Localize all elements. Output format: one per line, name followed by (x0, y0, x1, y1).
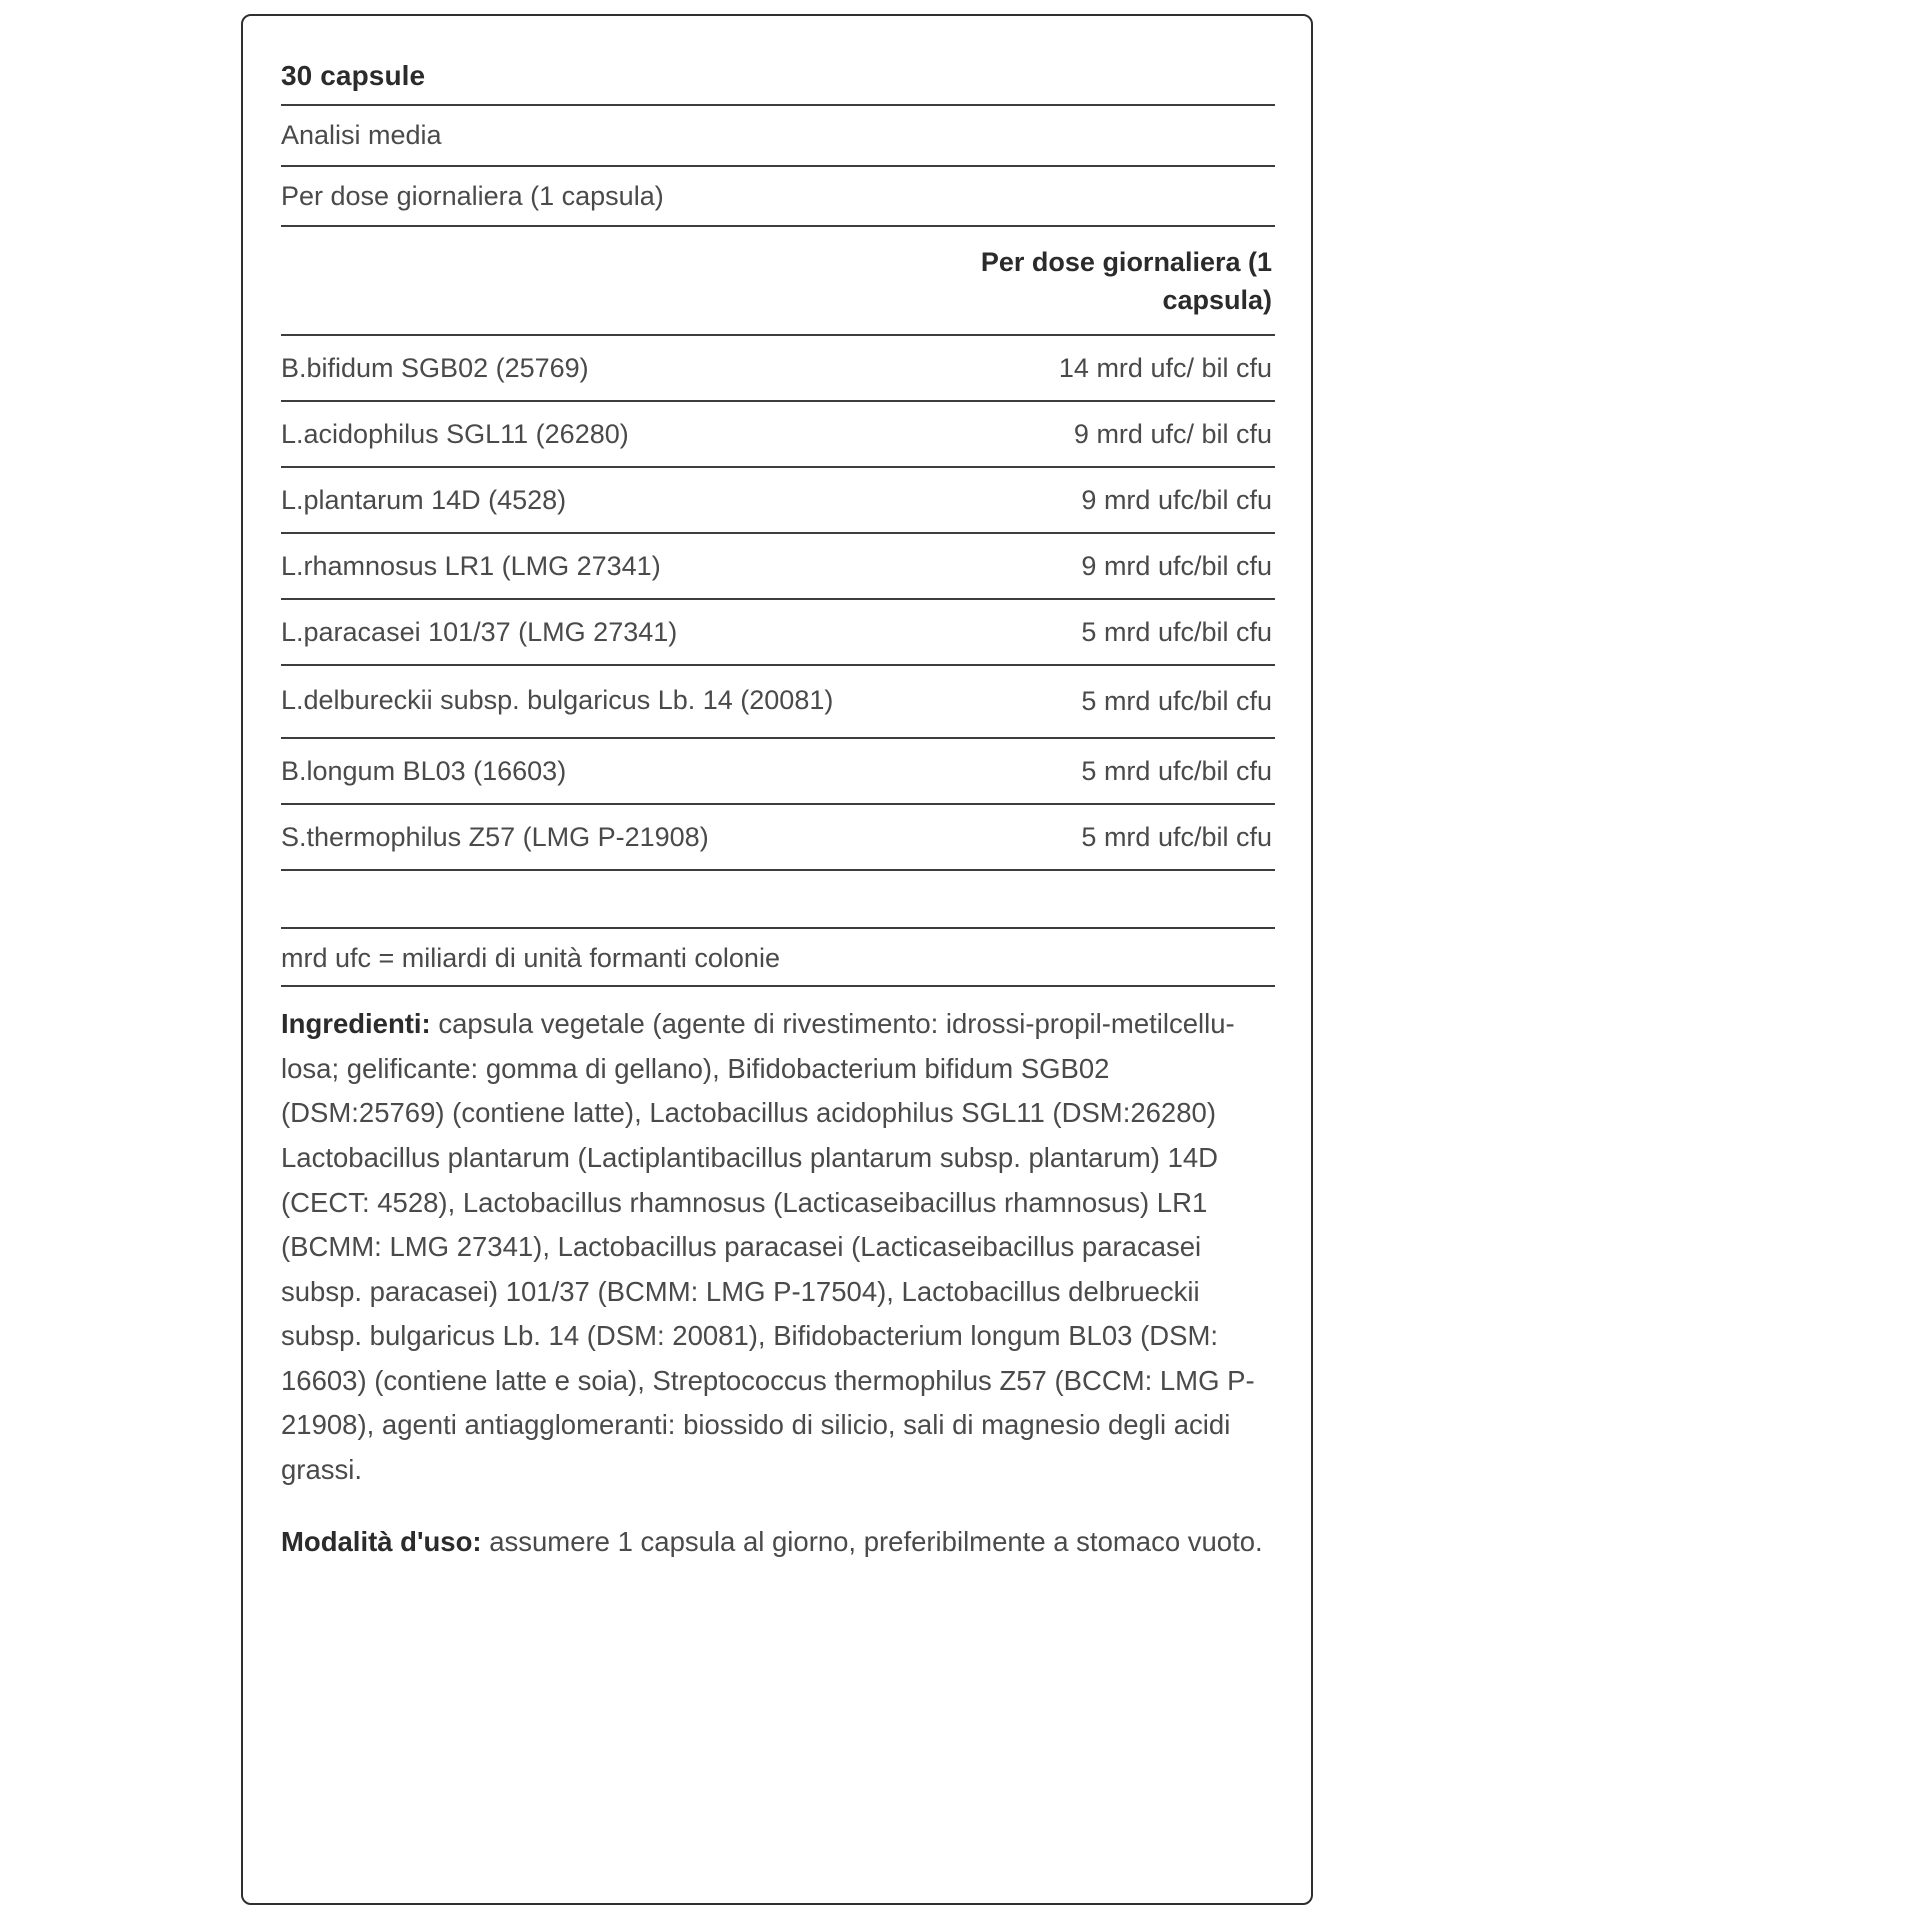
strain-name: L.paracasei 101/37 (LMG 27341) (281, 599, 911, 665)
table-footnote-spacer (281, 871, 1275, 927)
usage-text: assumere 1 capsula al giorno, preferibilmente a stomaco vuoto. (481, 1526, 1263, 1558)
strain-name: L.acidophilus SGL11 (26280) (281, 401, 911, 467)
product-size-title: 30 capsule (281, 60, 426, 91)
usage-paragraph (281, 1520, 1276, 1565)
column-header-value: Per dose giornaliera (1 capsula) (911, 227, 1275, 335)
strain-amount: 5 mrd ufc/bil cfu (911, 599, 1275, 665)
ingredients-label: Ingredienti: (281, 1008, 431, 1040)
ingredients-paragraph (281, 1002, 1276, 1492)
unit-footnote: mrd ufc = miliardi di unità formanti colonie (281, 927, 1275, 987)
ingredients-text: capsula vegetale (agente di rivestimento: idrossi-propil-metilcellu-losa; gelificante: gomma di gellano), Bifidobacterium bifidum SGB02 (DSM:25769) (contiene latte), Lactobacillus acidophilus SGL11 (DSM:26280) Lactobacillus plantarum (Lactiplantibacillus plantarum subsp. plantarum) 14D (CECT: 4528), Lactobacillus rhamnosus (Lacticaseibacillus rhamnosus) LR1 (BCMM: LMG 27341), Lactobacillus paracasei (Lacticaseibacillus paracasei subsp. paracasei) 101/37 (BCMM: LMG P-17504), Lactobacillus delbrueckii subsp. bulgaricus Lb. 14 (DSM: 20081), Bifidobacterium longum BL03 (DSM: 16603) (contiene latte e soia), Streptococcus thermophilus Z57 (BCCM: LMG P-21908), agenti antiagglomeranti: biossido di silicio, sali di magnesio degli acidi grassi. (281, 1008, 1255, 1485)
usage-label: Modalità d'uso: (281, 1526, 482, 1558)
table-row (281, 738, 1275, 804)
footnote-block (281, 927, 1275, 987)
strain-table-head (281, 226, 1275, 335)
table-row (281, 533, 1275, 599)
strain-amount: 5 mrd ufc/bil cfu (911, 804, 1275, 870)
strain-amount: 9 mrd ufc/bil cfu (911, 467, 1275, 533)
strain-amount: 5 mrd ufc/bil cfu (911, 738, 1275, 804)
strain-table-header-row (281, 227, 1275, 335)
strain-name: S.thermophilus Z57 (LMG P-21908) (281, 804, 911, 870)
average-analysis-label: Analisi media (281, 120, 442, 151)
strain-name: L.delbureckii subsp. bulgaricus Lb. 14 (20081) (281, 665, 911, 737)
strain-amount: 9 mrd ufc/ bil cfu (911, 401, 1275, 467)
strain-amount: 5 mrd ufc/bil cfu (911, 665, 1275, 737)
table-row (281, 401, 1275, 467)
strain-name: B.longum BL03 (16603) (281, 738, 911, 804)
strain-name: B.bifidum SGB02 (25769) (281, 335, 911, 401)
strain-name: L.plantarum 14D (4528) (281, 467, 911, 533)
table-row (281, 335, 1275, 401)
supplement-facts-card (241, 14, 1313, 1905)
column-header-name (281, 227, 911, 335)
table-row (281, 804, 1275, 870)
table-row (281, 467, 1275, 533)
table-row (281, 599, 1275, 665)
strain-name: L.rhamnosus LR1 (LMG 27341) (281, 533, 911, 599)
strain-table (281, 225, 1275, 871)
card-content (281, 60, 1275, 1565)
strain-amount: 9 mrd ufc/bil cfu (911, 533, 1275, 599)
strain-amount: 14 mrd ufc/ bil cfu (911, 335, 1275, 401)
strain-table-body (281, 335, 1275, 870)
daily-dose-label: Per dose giornaliera (1 capsula) (281, 180, 664, 211)
table-row (281, 665, 1275, 737)
